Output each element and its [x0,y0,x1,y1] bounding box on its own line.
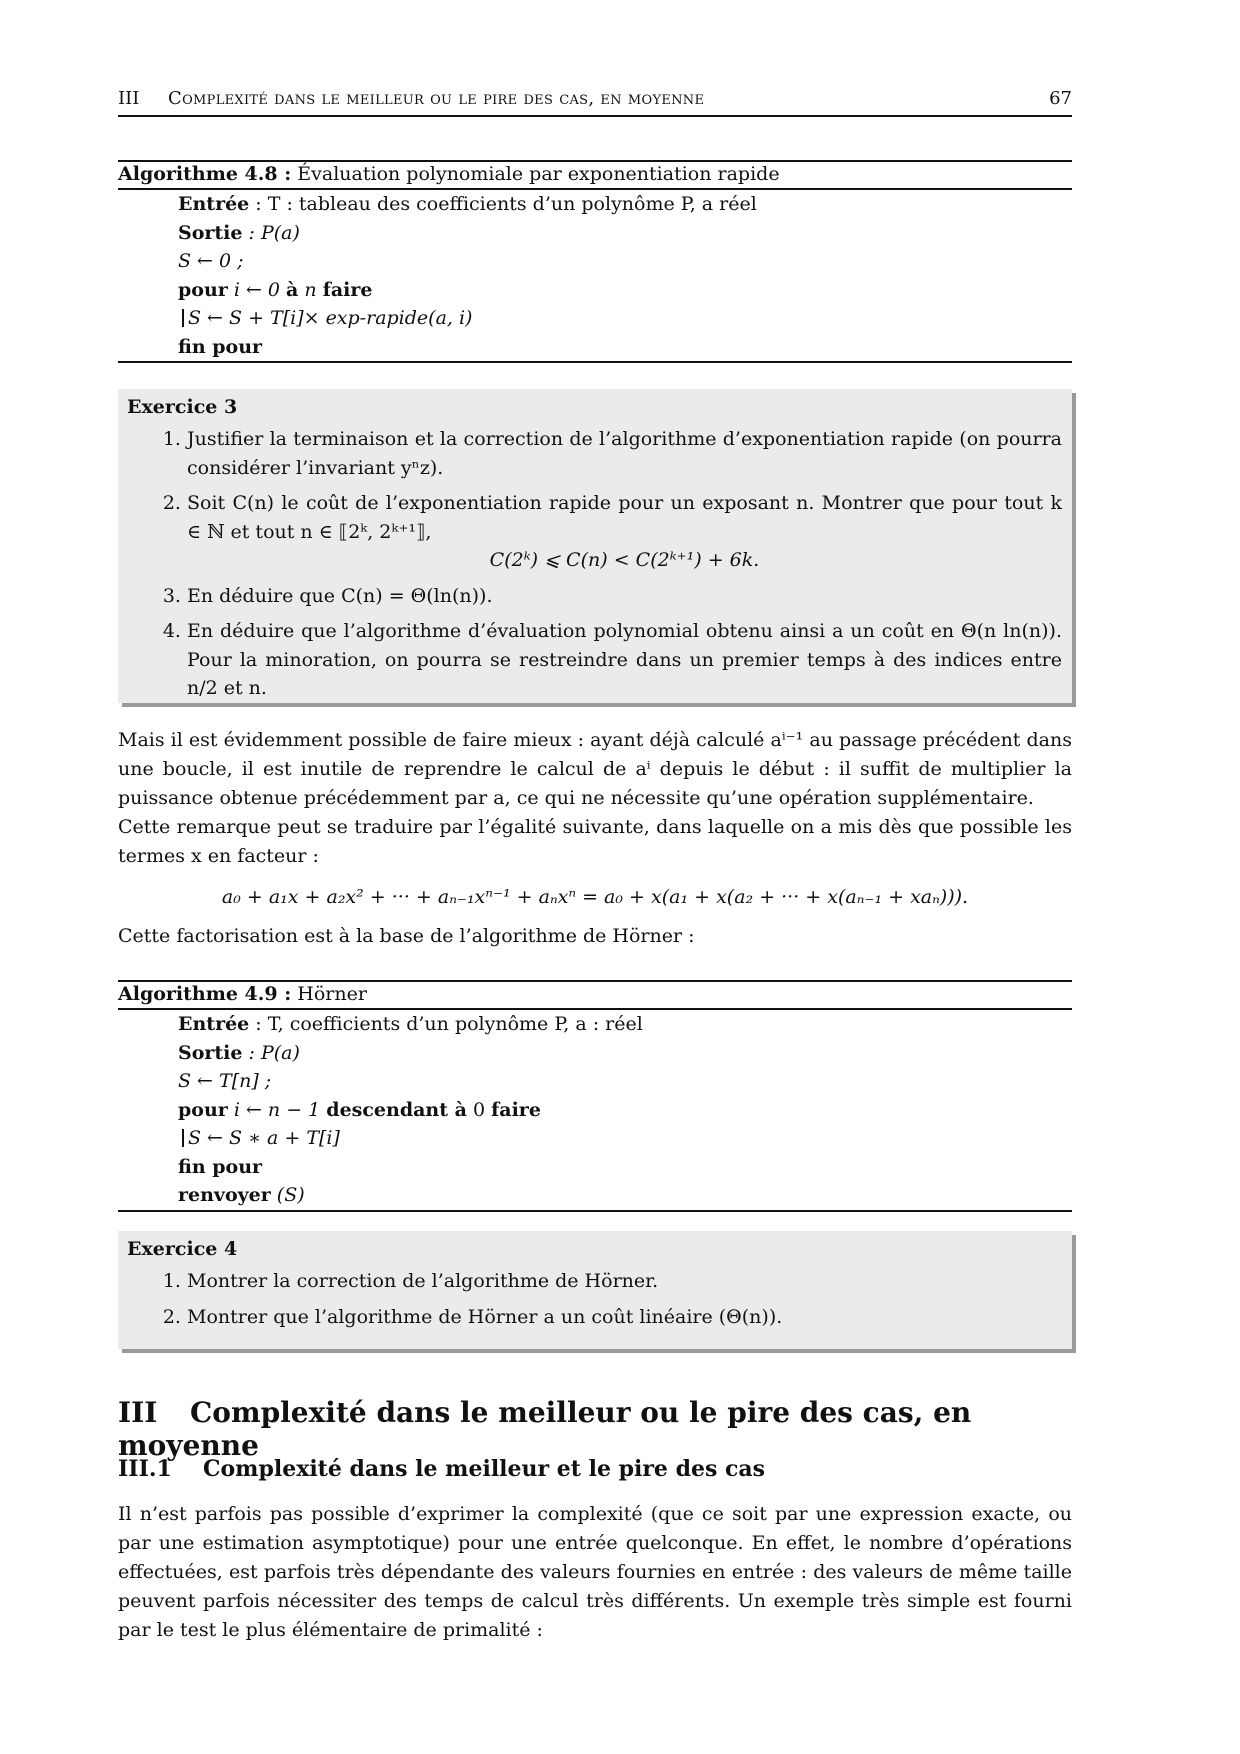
algorithm-label: Algorithme 4.8 : [118,163,292,185]
algorithm-label: Algorithme 4.9 : [118,983,292,1005]
algo-init: S ← T[n] ; [178,1070,272,1092]
algo-loop: pour i ← 0 à n faire [178,278,373,301]
algo-end-loop: fin pour [178,335,263,358]
paragraph: Cette remarque peut se traduire par l’égalité suivante, dans laquelle on a mis dès que possible les termes x en facteur : [118,816,1072,867]
algo-loop-body: S ← S ∗ a + T[i] [118,1124,1072,1153]
exercise-item: 1. Justifier la terminaison et la correction de l’algorithme d’exponentiation rapide (on pourra considérer l’invariant yⁿz). [187,425,1062,482]
paragraph: Il n’est parfois pas possible d’exprimer la complexité (que ce soit par une expression exacte, ou par une estimation asymptotique) pour une entrée quelconque. En effet, le nombre d’opérations effectuées, est parfois très dépendante des valeurs fournies en entrée : des valeurs de même taille peuvent parfois nécessiter des temps de calcul très différents. Un exemple très simple est fourni par le test le plus élémentaire de primalité : [118,1503,1072,1641]
header-section-title: Complexité dans le meilleur ou le pire des cas, en moyenne [168,88,705,109]
exercise-3 [118,389,1072,703]
algorithm-title: Évaluation polynomiale par exponentiation rapide [297,163,780,185]
subsection-heading: III.1 Complexité dans le meilleur et le pire des cas [118,1456,766,1482]
algo-output: Sortie : P(a) [178,1041,300,1064]
header-section-number: III [118,88,140,109]
exercise-4 [118,1231,1072,1349]
paragraph: Mais il est évidemment possible de faire mieux : ayant déjà calculé aⁱ⁻¹ au passage précédent dans une boucle, il est inutile de reprendre le calcul de aⁱ depuis le début : il suffit de multiplier la puissance obtenue précédemment par a, ce qui ne nécessite qu’une opération supplémentaire. [118,729,1072,809]
exercise-equation: C(2ᵏ) ⩽ C(n) < C(2ᵏ⁺¹) + 6k. [489,549,760,571]
algorithm-4-9 [118,980,1072,1212]
algo-return: renvoyer (S) [178,1184,305,1206]
algo-input: Entrée : T, coefficients d’un polynôme P, a : réel [178,1013,643,1035]
running-header [118,88,1072,117]
algorithm-title: Hörner [297,983,367,1005]
algo-input: Entrée : T : tableau des coefficients d’un polynôme P, a réel [178,193,757,215]
exercise-title: Exercice 4 [127,1238,238,1260]
exercise-title: Exercice 3 [127,396,238,418]
body-text-2 [118,1500,1072,1645]
algo-loop-body: S ← S + T[i]× exp-rapide(a, i) [118,304,1072,333]
body-text-1 [118,726,1072,951]
exercise-item: 3. En déduire que C(n) = Θ(ln(n)). [187,582,1062,611]
section-heading: III Complexité dans le meilleur ou le pire des cas, en moyenne [118,1396,972,1462]
algorithm-4-8 [118,160,1072,363]
algo-init: S ← 0 ; [178,250,244,272]
exercise-item: 1. Montrer la correction de l’algorithme de Hörner. [187,1267,1062,1296]
algo-end-loop: fin pour [178,1155,263,1178]
paragraph: Cette factorisation est à la base de l’algorithme de Hörner : [118,925,695,947]
algo-loop: pour i ← n − 1 descendant à 0 faire [178,1098,541,1121]
exercise-item: 2. Soit C(n) le coût de l’exponentiation rapide pour un exposant n. Montrer que pour tout k ∈ ℕ et tout n ∈ ⟦2ᵏ, 2ᵏ⁺¹⟧, C(2ᵏ) ⩽ C(n) < C(2ᵏ⁺¹) + 6k. [187,489,1062,575]
display-equation: a₀ + a₁x + a₂x² + ··· + aₙ₋₁xⁿ⁻¹ + aₙxⁿ = a₀ + x(a₁ + x(a₂ + ··· + x(aₙ₋₁ + xaₙ))). [221,886,969,908]
page-number: 67 [1049,88,1072,109]
exercise-item: 2. Montrer que l’algorithme de Hörner a un coût linéaire (Θ(n)). [187,1303,1062,1332]
exercise-item: 4. En déduire que l’algorithme d’évaluation polynomial obtenu ainsi a un coût en Θ(n ln(n)). Pour la minoration, on pourra se restreindre dans un premier temps à des indices entre n/2 et n. [187,617,1062,703]
algo-output: Sortie : P(a) [178,221,300,244]
